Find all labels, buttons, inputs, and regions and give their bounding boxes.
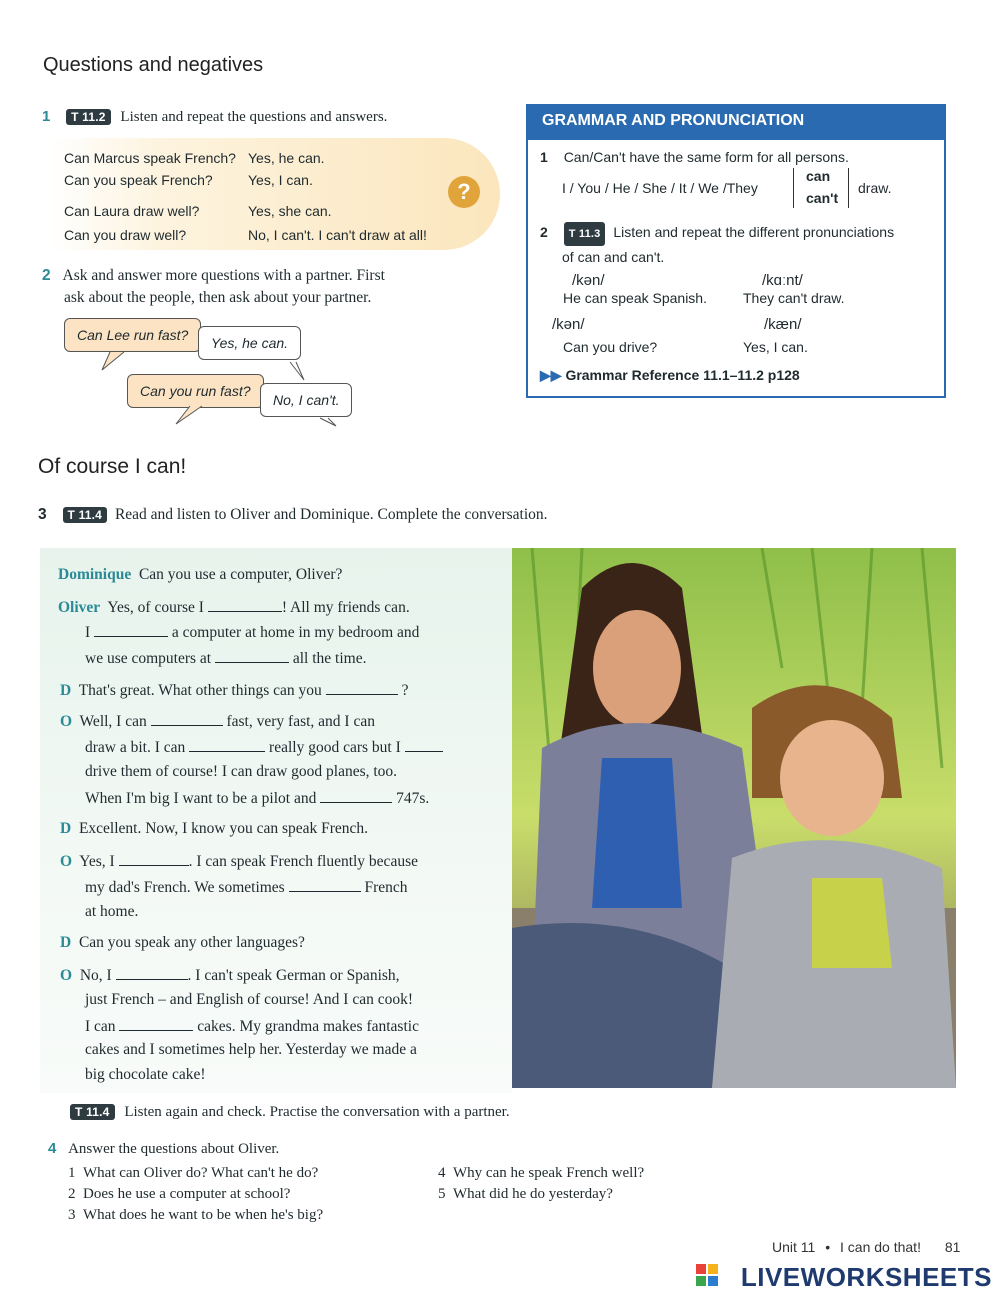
question: Can you speak French? bbox=[64, 172, 213, 188]
exercise-1-header bbox=[42, 108, 387, 126]
cant-word: can't bbox=[806, 190, 839, 206]
question: Can you draw well? bbox=[64, 227, 187, 243]
page-number: 81 bbox=[944, 1239, 961, 1255]
speaker-name: O bbox=[60, 967, 73, 984]
bubble-tail bbox=[102, 352, 124, 370]
speaker-name: D bbox=[60, 682, 72, 699]
answer-blank[interactable] bbox=[208, 597, 282, 612]
exercise-instruction: Answer the questions about Oliver. bbox=[68, 1141, 280, 1157]
answer: No, I can't. I can't draw at all! bbox=[248, 227, 427, 243]
answer-blank[interactable] bbox=[119, 851, 189, 866]
phonetic: /kən/ bbox=[572, 272, 605, 289]
bubble-tail bbox=[290, 362, 304, 380]
phonetic: /kɑːnt/ bbox=[762, 272, 803, 289]
answer-blank[interactable] bbox=[119, 1016, 193, 1031]
conversation-line: O Well, I can fast, very fast, and I can bbox=[60, 713, 375, 730]
answer-blank[interactable] bbox=[215, 648, 289, 663]
divider bbox=[848, 168, 849, 208]
unit-title: I can do that! bbox=[840, 1239, 921, 1255]
speaker-name: Dominique bbox=[58, 566, 132, 583]
exercise-instruction: Ask and answer more questions with a partner. First bbox=[62, 267, 385, 284]
speech-bubble: Yes, he can. bbox=[198, 326, 301, 360]
conversation-line: D Can you speak any other languages? bbox=[60, 934, 305, 951]
grammar-reference-link[interactable] bbox=[540, 367, 800, 384]
conversation-line: When I'm big I want to be a pilot and 747s. bbox=[85, 790, 430, 807]
separator: • bbox=[825, 1239, 831, 1255]
instruction-text: Listen again and check. Practise the conversation with a partner. bbox=[124, 1104, 510, 1120]
exercise-instruction: ask about the people, then ask about your partner. bbox=[64, 289, 372, 306]
audio-track-tag[interactable]: T 11.4 bbox=[70, 1104, 115, 1120]
question-item: 5 What did he do yesterday? bbox=[438, 1186, 613, 1202]
point-number: 2 bbox=[540, 224, 548, 240]
example-sentence: Yes, I can. bbox=[743, 339, 808, 355]
page-footer bbox=[772, 1239, 960, 1255]
section-heading-of-course: Of course I can! bbox=[38, 455, 187, 478]
conversation-line: we use computers at all the time. bbox=[85, 650, 367, 667]
verb-draw: draw. bbox=[858, 180, 892, 196]
question: Can Laura draw well? bbox=[64, 203, 200, 219]
answer: Yes, he can. bbox=[248, 150, 325, 166]
answer-blank[interactable] bbox=[189, 737, 265, 752]
conversation-line: at home. bbox=[85, 903, 139, 920]
conversation-line: big chocolate cake! bbox=[85, 1066, 206, 1083]
exercise-number: 4 bbox=[48, 1140, 57, 1157]
conversation-line: cakes and I sometimes help her. Yesterday we made a bbox=[85, 1041, 417, 1058]
question-item: 3 What does he want to be when he's big? bbox=[68, 1207, 324, 1223]
liveworksheets-logo-icon bbox=[696, 1264, 718, 1286]
listen-again-instruction bbox=[70, 1104, 510, 1121]
speaker-name: O bbox=[60, 853, 73, 870]
point-text: Listen and repeat the different pronunciations bbox=[613, 224, 895, 240]
point-text: Can/Can't have the same form for all persons. bbox=[563, 149, 849, 165]
unit-label: Unit 11 bbox=[772, 1239, 816, 1255]
answer-blank[interactable] bbox=[151, 711, 223, 726]
example-sentence: Can you drive? bbox=[563, 339, 658, 355]
answer-blank[interactable] bbox=[116, 965, 188, 980]
double-arrow-icon: ▶▶ bbox=[540, 367, 562, 383]
bubble-tails bbox=[90, 348, 360, 428]
answer-blank[interactable] bbox=[326, 680, 398, 695]
can-word: can bbox=[806, 168, 831, 184]
bubble-tail bbox=[176, 406, 202, 424]
speaker-name: Oliver bbox=[58, 599, 101, 616]
conversation-line: I can cakes. My grandma makes fantastic bbox=[85, 1018, 419, 1035]
answer-blank[interactable] bbox=[320, 788, 392, 803]
speech-bubble: Can Lee run fast? bbox=[64, 318, 201, 352]
example-sentence: He can speak Spanish. bbox=[563, 290, 707, 306]
bubble-tail bbox=[320, 418, 336, 426]
conversation-line: O No, I . I can't speak German or Spanish, bbox=[60, 967, 400, 984]
exercise-number: 1 bbox=[42, 108, 51, 125]
exercise-number: 2 bbox=[42, 267, 51, 284]
conversation-line: O Yes, I . I can speak French fluently because bbox=[60, 853, 418, 870]
divider bbox=[793, 168, 794, 208]
exercise-2 bbox=[42, 265, 385, 309]
exercise-3-header bbox=[38, 506, 548, 524]
conversation-line: Dominique Can you use a computer, Oliver? bbox=[58, 566, 343, 583]
question-item: 4 Why can he speak French well? bbox=[438, 1165, 645, 1181]
photo-mother-and-son bbox=[512, 548, 956, 1088]
grammar-box-title: GRAMMAR AND PRONUNCIATION bbox=[528, 106, 944, 140]
grammar-point-1 bbox=[540, 149, 849, 165]
conversation-line: my dad's French. We sometimes French bbox=[85, 879, 408, 896]
audio-track-tag[interactable]: T 11.3 bbox=[564, 222, 606, 246]
conversation-line: D Excellent. Now, I know you can speak French. bbox=[60, 820, 369, 837]
point-number: 1 bbox=[540, 149, 548, 165]
conversation-line: I a computer at home in my bedroom and bbox=[85, 624, 420, 641]
phonetic: /kæn/ bbox=[764, 316, 802, 333]
section-heading-questions: Questions and negatives bbox=[43, 54, 264, 76]
question-item: 2 Does he use a computer at school? bbox=[68, 1186, 291, 1202]
persons-list: I / You / He / She / It / We /They bbox=[562, 180, 758, 196]
conversation-line: Oliver Yes, of course I ! All my friends can. bbox=[58, 599, 410, 616]
question-item: 1 What can Oliver do? What can't he do? bbox=[68, 1165, 319, 1181]
speech-bubble: Can you run fast? bbox=[127, 374, 264, 408]
question-mark-icon: ? bbox=[448, 176, 480, 208]
exercise-number: 3 bbox=[38, 506, 47, 523]
answer: Yes, she can. bbox=[248, 203, 332, 219]
speaker-name: D bbox=[60, 820, 72, 837]
liveworksheets-watermark: LIVEWORKSHEETS bbox=[740, 1262, 992, 1292]
exercise-4-header bbox=[48, 1140, 279, 1158]
answer-blank[interactable] bbox=[94, 622, 168, 637]
conversation-line: drive them of course! I can draw good planes, too. bbox=[85, 763, 398, 780]
conversation-line: draw a bit. I can really good cars but I bbox=[85, 737, 443, 757]
phonetic: /kən/ bbox=[552, 316, 585, 333]
audio-track-tag[interactable]: T 11.4 bbox=[63, 507, 108, 523]
answer: Yes, I can. bbox=[248, 172, 313, 188]
answer-blank[interactable] bbox=[405, 737, 443, 752]
speaker-name: O bbox=[60, 713, 73, 730]
question: Can Marcus speak French? bbox=[64, 150, 236, 166]
conversation-line: just French – and English of course! And I can cook! bbox=[85, 991, 414, 1008]
grammar-reference-text: Grammar Reference 11.1–11.2 p128 bbox=[565, 367, 800, 383]
speech-bubble: No, I can't. bbox=[260, 383, 352, 417]
exercise-instruction: Listen and repeat the questions and answers. bbox=[120, 109, 388, 125]
grammar-point-2 bbox=[540, 221, 894, 268]
audio-track-tag[interactable]: T 11.2 bbox=[66, 109, 111, 125]
exercise-instruction: Read and listen to Oliver and Dominique. Complete the conversation. bbox=[114, 506, 548, 523]
speaker-name: D bbox=[60, 934, 72, 951]
point-text: of can and can't. bbox=[562, 249, 665, 265]
conversation-line: D That's great. What other things can you ? bbox=[60, 682, 409, 699]
answer-blank[interactable] bbox=[289, 877, 361, 892]
example-sentence: They can't draw. bbox=[743, 290, 845, 306]
